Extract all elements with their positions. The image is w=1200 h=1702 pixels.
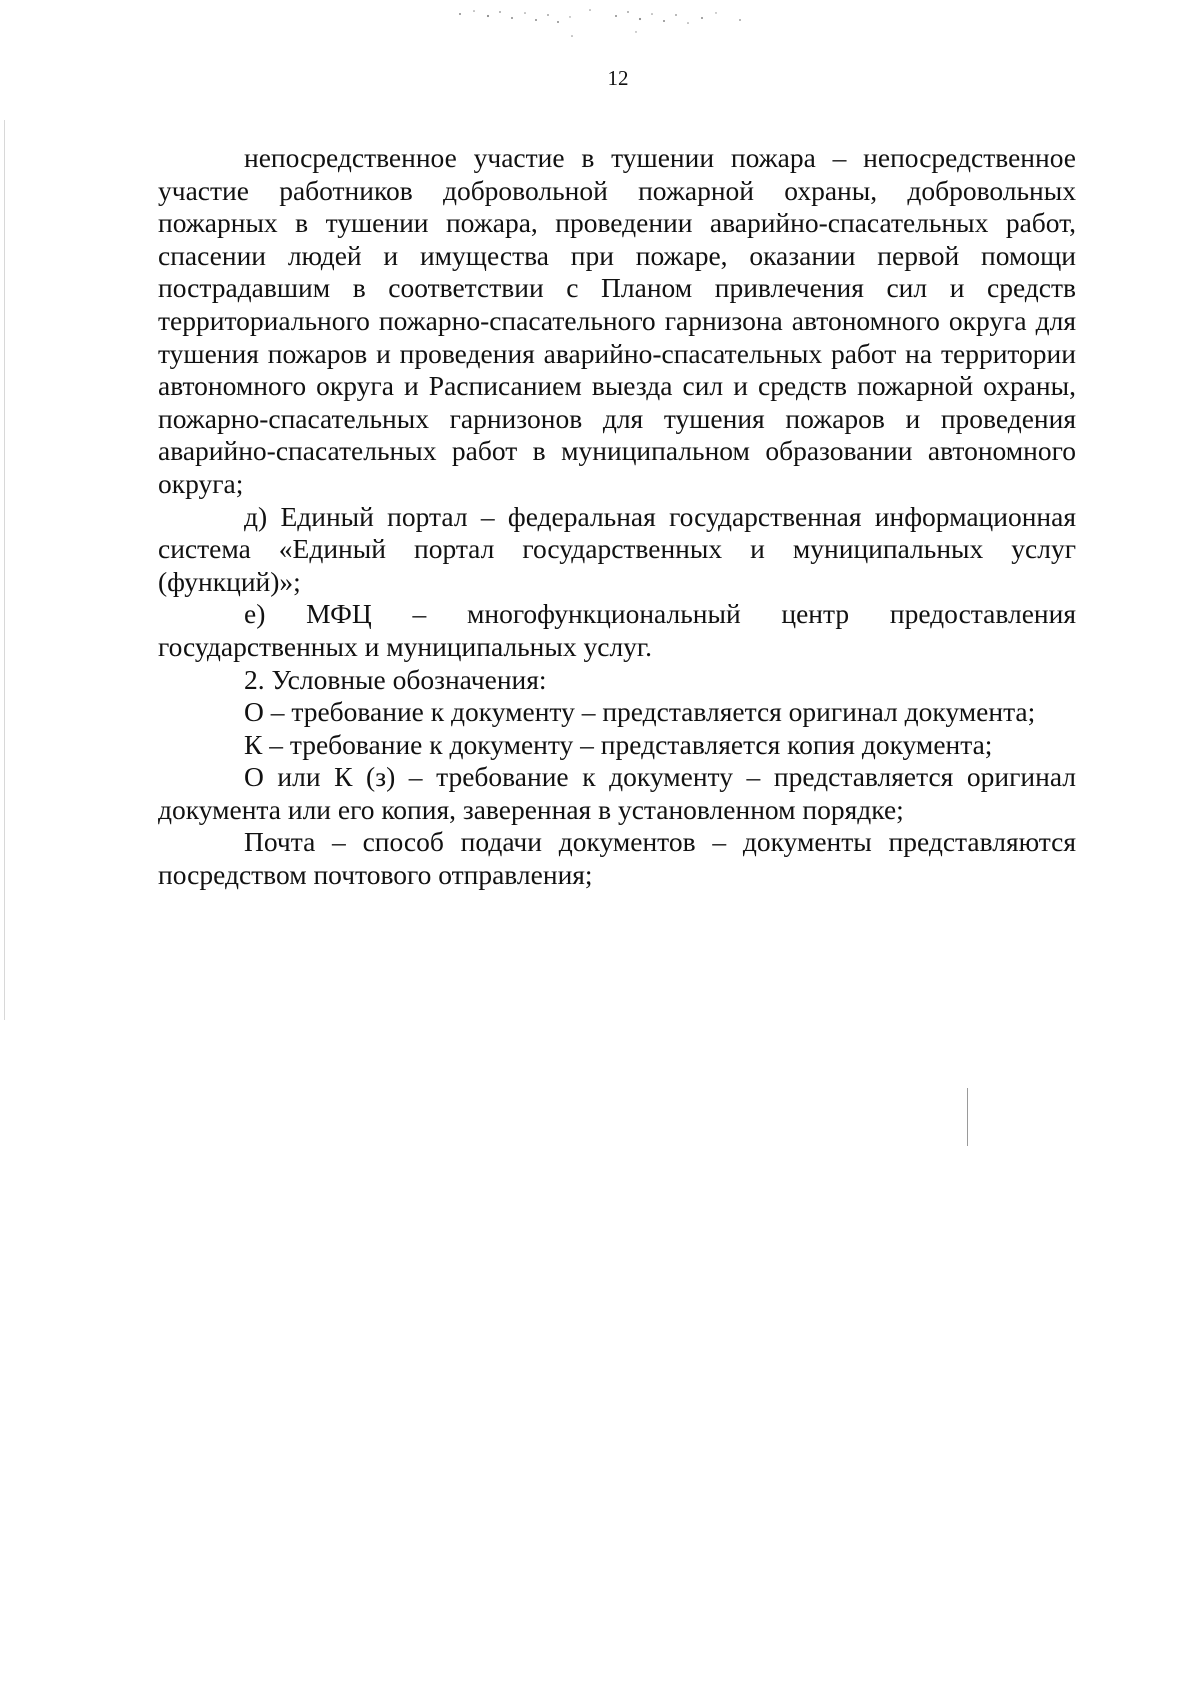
section-heading: 2. Условные обозначения: [244, 663, 547, 695]
scan-mark [967, 1088, 968, 1146]
document-body [158, 142, 1076, 892]
definition-paragraph: непосредственное участие в тушении пожара – непосредственное участие работников добровольной пожарной охраны, добровольных пожарных в тушении пожара, проведении аварийно-спасательных работ, спасении людей и имущества при пожаре, оказании первой помощи пострадавшим в соответствии с Планом привлечения сил и средств территориального пожарно-спасательного гарнизона автономного округа для тушения пожаров и проведения аварийно-спасательных работ на территории автономного округа и Расписанием выезда сил и средств пожарной охраны, пожарно-спасательных гарнизонов для тушения пожаров и проведения аварийно-спасательных работ в муниципальном образовании автономного округа; [158, 142, 1076, 499]
page-number: 12 [607, 66, 629, 90]
legend-paragraph: О – требование к документу – представляется оригинал документа; [244, 696, 1036, 728]
scan-noise [440, 2, 770, 42]
legend-paragraph: К – требование к документу – представляется копия документа; [244, 728, 993, 760]
legend-paragraph: Почта – способ подачи документов – документы представляются посредством почтового отправления; [158, 826, 1076, 891]
definition-paragraph: е) МФЦ – многофункциональный центр предоставления государственных и муниципальных услуг. [158, 598, 1076, 662]
definition-paragraph: д) Единый портал – федеральная государственная информационная система «Единый портал государственных и муниципальных услуг (функций)»; [158, 500, 1076, 597]
legend-paragraph: О или К (з) – требование к документу – представляется оригинал документа или его копия, заверенная в установленном порядке; [158, 761, 1076, 825]
scan-edge-line [4, 120, 5, 1020]
